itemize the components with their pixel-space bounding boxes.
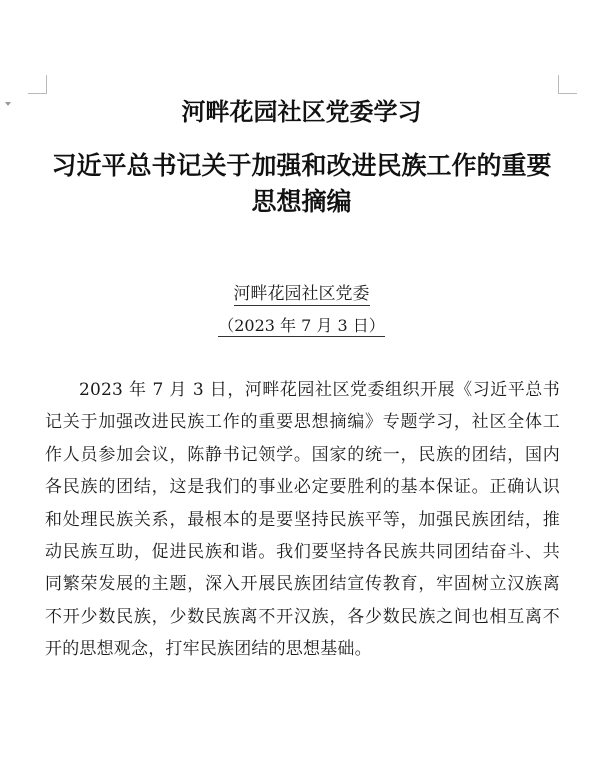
crop-mark-top-left [28, 75, 47, 94]
title-line-2: 习近平总书记关于加强和改进民族工作的重要思想摘编 [51, 151, 552, 216]
organization-line [0, 282, 603, 306]
body-paragraph: 2023 年 7 月 3 日，河畔花园社区党委组织开展《习近平总书记关于加强改进民族工作的重要思想摘编》专题学习，社区全体工作人员参加会议，陈静书记领学。国家的统一，民族的团结，国内各民族的团结，这是我们的事业必定要胜利的基本保证。正确认识和处理民族关系，最根本的是要坚持民族平等，加强民族团结，推动民族互助，促进民族和谐。我们要坚持各民族共同团结奋斗、共同繁荣发展的主题，深入开展民族团结宣传教育，牢固树立汉族离不开少数民族，少数民族离不开汉族，各少数民族之间也相互离不开的思想观念，打牢民族团结的思想基础。 [45, 380, 560, 660]
crop-mark-top-right [558, 75, 577, 94]
date-line [0, 314, 603, 338]
document-date: （2023 年 7 月 3 日） [218, 316, 385, 335]
title-line-1: 河畔花园社区党委学习 [181, 97, 422, 126]
organization-name: 河畔花园社区党委 [233, 284, 370, 304]
